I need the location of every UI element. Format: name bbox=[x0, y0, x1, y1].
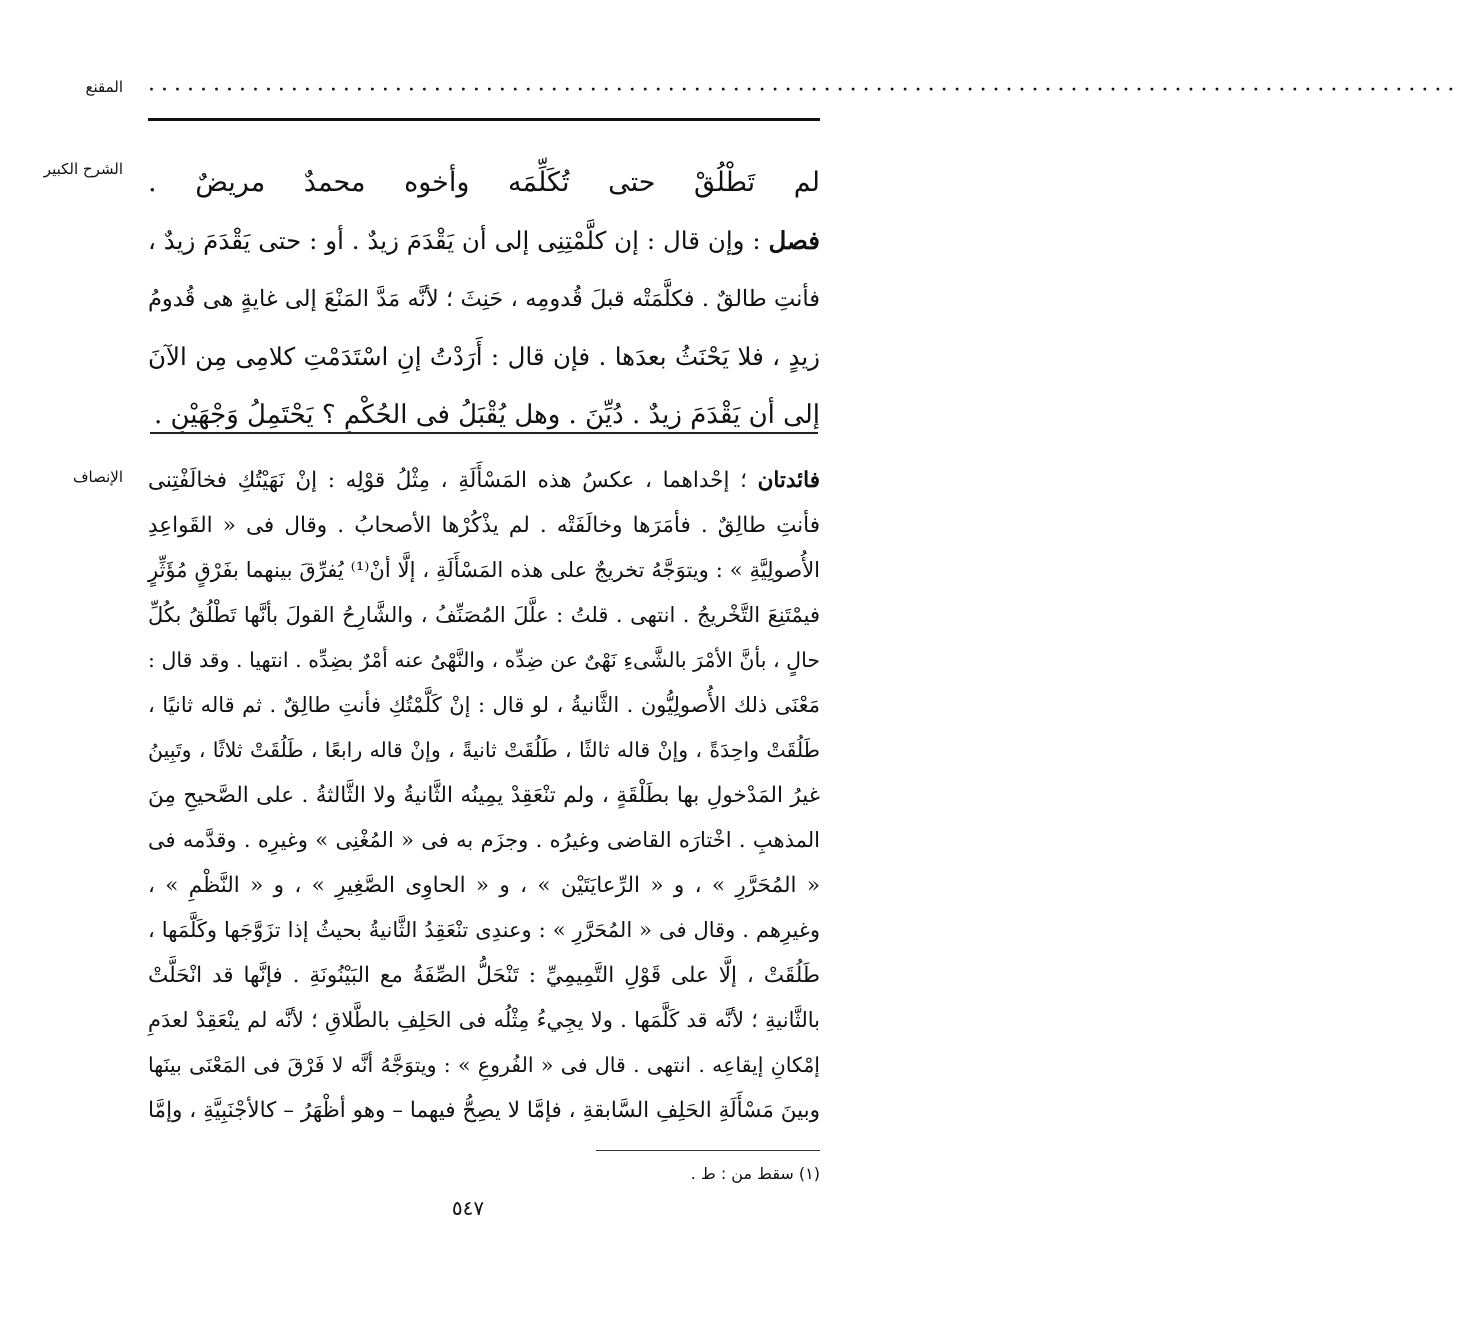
insaf-line-text: الأُصولِيَّةِ » : ويتوَجَّهُ تخريجٌ على هذه المَسْأَلَةِ ، إلَّا أنْ⁽¹⁾ يُفرِّقَ بينهما بفَرْقٍ مُؤَثِّرٍ bbox=[148, 558, 821, 582]
insaf-line bbox=[148, 683, 820, 728]
insaf-line-text: فيمْتَنِعَ التَّخْريجُ . انتهى . قلتُ : علَّلَ المُصَنِّفُ ، والشَّارِحُ القولَ بأنَّها تَطْلُقُ بكُلِّ bbox=[148, 603, 820, 627]
insaf-line bbox=[148, 728, 820, 773]
insaf-line-text: فأنتِ طالِقٌ . فأمَرَها وخالَفَتْه . لم يذْكُرْها الأصحابُ . وقال فى « القَواعِدِ bbox=[148, 513, 820, 538]
header-dotted-line: ····································································································· bbox=[148, 78, 1460, 103]
insaf-line bbox=[148, 548, 820, 593]
insaf-line-text: بالثَّانيةِ ؛ لأنَّه قد كَلَّمَها . ولا يجِيءُ مِثْلُه فى الحَلِفِ بالطَّلاقِ ؛ لأنَّه لم ينْعَقِدْ لعدَمِ bbox=[148, 1008, 820, 1032]
sharh-line-text: زيدٍ ، فلا يَحْنَثُ بعدَها . فإن قال : أَرَدْتُ إنِ اسْتَدَمْتِ كلامِى مِن الآنَ bbox=[148, 342, 820, 371]
insaf-line-text: ؛ إحْداهما ، عكسُ هذه المَسْأَلَةِ ، مِثْلُ قوْلِه : إنْ نَهَيْتُكِ فخالَفْتِنى bbox=[148, 468, 747, 493]
sharh-line-text: فأنتِ طالقٌ . فكلَّمَتْه قبلَ قُدومِه ، حَنِثَ ؛ لأنَّه مَدَّ المَنْعَ إلى غايةٍ هى قُدومُ bbox=[148, 286, 820, 312]
insaf-text-block bbox=[148, 458, 820, 1133]
footnote: (١) سقط من : ط . bbox=[690, 1164, 820, 1183]
section-divider bbox=[150, 432, 818, 434]
insaf-line-text: حالٍ ، بأنَّ الأمْرَ بالشَّىءِ نَهْىٌ عن ضِدِّه ، والنَّهْىُ عنه أمْرٌ بضِدِّه . انتهيا . وقد قال : bbox=[148, 648, 820, 672]
insaf-line bbox=[148, 953, 820, 998]
insaf-line bbox=[148, 638, 820, 683]
insaf-line-text: المذهبِ . اخْتارَه القاضى وغيرُه . وجزَم به فى « المُغْنِى » وغيرِه . وقدَّمه فى bbox=[148, 828, 820, 852]
book-label: المقنع bbox=[85, 78, 123, 96]
section-keyword: فصل bbox=[768, 226, 820, 255]
insaf-line-text: مَعْنَى ذلك الأُصولِيُّون . الثَّانيةُ ، لو قال : إنْ كَلَّمْتُكِ فأنتِ طالِقٌ . ثم قاله ثانيًا ، bbox=[148, 693, 820, 717]
footnote-rule bbox=[596, 1150, 820, 1151]
insaf-line-text: وغيرِهم . وقال فى « المُحَرَّرِ » : وعندِى تنْعَقِدُ الثَّانيةُ بحيثُ إذا تزَوَّجَها وكَلَّمَها ، bbox=[148, 918, 820, 942]
sharh-line-text: إلى أن يَقْدَمَ زيدٌ . دُيِّنَ . وهل يُقْبَلُ فى الحُكْمِ ؟ يَحْتَمِلُ وَجْهَيْنِ . bbox=[153, 400, 820, 430]
insaf-line bbox=[148, 458, 820, 503]
insaf-line-text: وبينَ مَسْأَلَةِ الحَلِفِ السَّابقةِ ، فإمَّا لا يصِحُّ فيهما – وهو أظْهَرُ – كالأجْنَبِيَّةِ ، وإمَّا bbox=[148, 1098, 820, 1123]
sharh-line bbox=[148, 386, 820, 444]
insaf-line bbox=[148, 593, 820, 638]
insaf-line-text: طَلُقَتْ واحِدَةً ، وإنْ قاله ثالثًا ، طَلُقَتْ ثانيةً ، وإنْ قاله رابعًا ، طَلُقَتْ ثلاثًا ، وتَبِينُ bbox=[148, 738, 820, 762]
insaf-line bbox=[148, 773, 820, 818]
insaf-line bbox=[148, 1088, 820, 1133]
sharh-line: فصل : وإن قال : إن كلَّمْتِنِى إلى أن يَقْدَمَ زيدٌ . أو : حتى يَقْدَمَ زيدٌ ، bbox=[148, 226, 820, 255]
sharh-label: الشرح الكبير bbox=[43, 160, 123, 178]
sharh-line-text: وإن قال : إن كلَّمْتِنِى إلى أن يَقْدَمَ زيدٌ . أو : حتى يَقْدَمَ زيدٌ ، bbox=[148, 226, 745, 255]
insaf-line-text: طَلُقَتْ ، إلَّا على قَوْلِ التَّمِيمِيِّ : تَنْحَلُّ الصِّفَةُ مع البَيْنُونَةِ . فإنَّها قد انْحَلَّتْ bbox=[148, 963, 820, 988]
sharh-line-text: لم تَطْلُقْ حتى تُكَلِّمَه وأخوه محمدٌ مريضٌ . bbox=[148, 167, 820, 198]
insaf-label: الإنصاف bbox=[72, 468, 123, 486]
insaf-line-text: غيرُ المَدْخولِ بها بطَلْقَةٍ ، ولم تنْعَقِدْ يمِينُه الثَّانيةُ ولا الثَّالثةُ . على الصَّحيحِ مِنَ bbox=[148, 783, 820, 808]
insaf-line bbox=[148, 1043, 820, 1088]
sharh-line bbox=[148, 270, 820, 328]
insaf-line bbox=[148, 908, 820, 953]
sharh-line bbox=[148, 328, 820, 386]
insaf-line bbox=[148, 863, 820, 908]
header-rule bbox=[148, 118, 820, 121]
sharh-line bbox=[148, 154, 820, 212]
insaf-line-text: « المُحَرَّرِ » ، و « الرِّعايَتَيْن » ، و « الحاوِى الصَّغِيرِ » ، و « النَّظْمِ » ، bbox=[148, 873, 820, 898]
insaf-line bbox=[148, 998, 820, 1043]
page-number: ٥٤٧ bbox=[451, 1196, 485, 1220]
insaf-line-text: إمْكانِ إيقاعِه . انتهى . قال فى « الفُروعِ » : ويتوَجَّهُ أنَّه لا فَرْقَ فى المَعْنَى بينَها bbox=[148, 1053, 820, 1077]
sharh-text-block bbox=[148, 154, 820, 444]
insaf-line bbox=[148, 818, 820, 863]
insaf-keyword: فائدتان bbox=[757, 468, 820, 493]
insaf-line bbox=[148, 503, 820, 548]
